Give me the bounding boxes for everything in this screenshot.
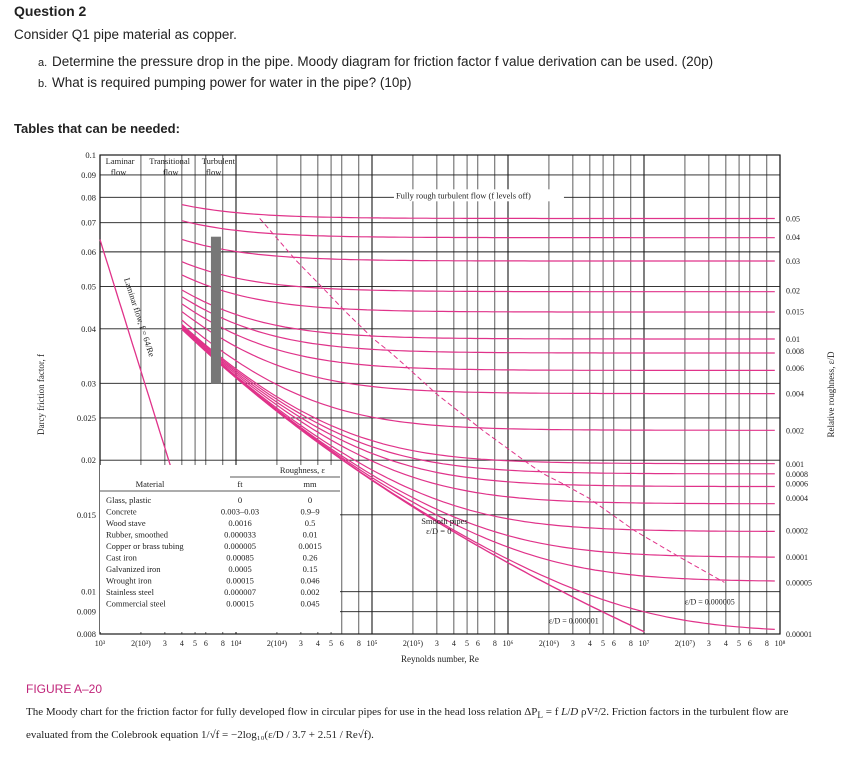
table-cell-ft: 0.000007 xyxy=(224,587,256,598)
table-cell-material: Concrete xyxy=(106,506,137,517)
y-axis-label: Darcy friction factor, f xyxy=(36,353,46,436)
roughness-label: 0.02 xyxy=(786,286,800,296)
x-tick-label: 4 xyxy=(315,639,320,648)
roughness-label: 0.001 xyxy=(786,460,804,470)
y-tick-label: 0.025 xyxy=(76,412,96,423)
table-cell-ft: 0.0016 xyxy=(228,518,252,529)
moody-chart xyxy=(0,140,861,680)
caption-part-3: evaluated from the Colebrook equation xyxy=(26,729,199,742)
table-cell-mm: 0.5 xyxy=(304,518,316,529)
right-axis-label: Relative roughness, ε/D xyxy=(826,351,836,438)
item-text: What is required pumping power for water in the pipe? (10p) xyxy=(52,75,412,90)
y-tick-label: 0.06 xyxy=(81,246,96,257)
y-tick-label: 0.03 xyxy=(81,378,96,389)
roughness-label: 0.0008 xyxy=(786,469,808,479)
x-tick-label: 6 xyxy=(611,639,616,648)
y-tick-label: 0.08 xyxy=(81,192,96,203)
caption-part-2: Friction factors in the turbulent flow are xyxy=(611,706,789,718)
fully-rough-label: Fully rough turbulent flow (f levels off) xyxy=(395,190,531,201)
question-item-b xyxy=(38,73,713,94)
table-cell-ft: 0.00085 xyxy=(226,552,254,563)
x-tick-label: 6 xyxy=(475,639,480,648)
x-tick-label: 2(10⁴) xyxy=(266,639,288,648)
colebrook-equation: 1/√f = −2log₁₀(ε/D / 3.7 + 2.51 / Re√f). xyxy=(201,729,374,742)
x-tick-label: 10⁴ xyxy=(230,639,242,648)
roughness-curve xyxy=(182,262,775,292)
roughness-label: 0.00001 xyxy=(786,630,812,639)
table-cell-mm: 0.0015 xyxy=(298,541,322,552)
table-cell-material: Galvanized iron xyxy=(106,564,161,575)
smooth-label-2: ε/D = 0 xyxy=(426,526,452,537)
y-tick-label: 0.02 xyxy=(81,455,96,466)
x-tick-label: 4 xyxy=(451,639,456,648)
table-cell-mm: 0.01 xyxy=(302,529,318,540)
roughness-label: 0.008 xyxy=(786,346,804,356)
smooth-label-1: Smooth pipes xyxy=(421,516,468,527)
table-cell-mm: 0.045 xyxy=(300,598,320,609)
roughness-label: 0.0006 xyxy=(786,479,808,489)
turbulent-label: Turbulent xyxy=(201,156,235,166)
roughness-curve xyxy=(182,320,775,430)
figure-label: FIGURE A–20 xyxy=(26,682,103,696)
x-tick-label: 3 xyxy=(162,639,167,648)
table-cell-ft: 0.003–0.03 xyxy=(220,506,260,517)
question-item-a xyxy=(38,52,713,73)
table-cell-material: Wood stave xyxy=(106,518,146,529)
inner-label-b: ε/D = 0.000001 xyxy=(548,616,599,626)
x-axis-label: Reynolds number, Re xyxy=(401,654,479,664)
roughness-label: 0.015 xyxy=(786,307,804,317)
table-col-ft: ft xyxy=(237,479,243,490)
roughness-curve xyxy=(182,290,775,339)
turbulent-flow-label: flow xyxy=(205,167,222,177)
transitional-flow-label: flow xyxy=(162,167,179,177)
table-cell-mm: 0.002 xyxy=(300,587,320,598)
roughness-label: 0.00005 xyxy=(786,578,812,588)
table-cell-ft: 0.00015 xyxy=(226,598,254,609)
y-tick-label: 0.04 xyxy=(81,323,96,334)
table-cell-ft: 0.000005 xyxy=(224,541,256,552)
x-tick-label: 3 xyxy=(706,639,711,648)
x-tick-label: 8 xyxy=(220,639,225,648)
roughness-label: 0.05 xyxy=(786,214,800,224)
x-tick-label: 3 xyxy=(298,639,303,648)
y-tick-label: 0.009 xyxy=(76,606,96,617)
table-cell-ft: 0.00015 xyxy=(226,575,254,586)
x-tick-label: 10⁵ xyxy=(366,639,378,648)
table-cell-material: Commercial steel xyxy=(106,598,166,609)
x-tick-label: 6 xyxy=(203,639,208,648)
x-tick-label: 3 xyxy=(570,639,575,648)
x-tick-label: 10⁸ xyxy=(774,639,786,648)
laminar-flow-label: flow xyxy=(110,167,127,177)
table-cell-material: Glass, plastic xyxy=(106,495,152,506)
caption-line-2 xyxy=(26,725,846,745)
x-tick-label: 8 xyxy=(356,639,361,648)
item-text: Determine the pressure drop in the pipe. Moody diagram for friction factor f value derivation can be used. (20p) xyxy=(52,54,714,69)
figure-caption xyxy=(26,702,846,745)
table-col-material: Material xyxy=(135,479,165,490)
roughness-curve xyxy=(182,239,775,261)
table-cell-ft: 0.000033 xyxy=(224,529,256,540)
x-tick-label: 10³ xyxy=(94,639,106,648)
x-tick-label: 6 xyxy=(339,639,344,648)
laminar-label: Laminar xyxy=(105,156,135,166)
table-cell-material: Copper or brass tubing xyxy=(106,541,184,552)
roughness-curve xyxy=(182,275,775,312)
table-col-mm: mm xyxy=(303,479,317,490)
item-marker: b. xyxy=(38,78,48,90)
tables-label: Tables that can be needed: xyxy=(14,121,180,136)
x-tick-label: 5 xyxy=(193,639,198,648)
y-tick-label: 0.008 xyxy=(76,629,96,639)
x-tick-label: 5 xyxy=(329,639,334,648)
x-tick-label: 10⁶ xyxy=(502,639,514,648)
table-cell-ft: 0 xyxy=(237,495,243,506)
question-title: Question 2 xyxy=(14,3,87,19)
transitional-label: Transitional xyxy=(149,156,190,166)
x-tick-label: 2(10⁶) xyxy=(538,639,560,648)
x-tick-label: 4 xyxy=(587,639,592,648)
question-list xyxy=(38,52,713,94)
roughness-label: 0.0004 xyxy=(786,493,808,503)
y-tick-label: 0.05 xyxy=(81,281,96,292)
roughness-label: 0.0002 xyxy=(786,526,808,536)
question-intro: Consider Q1 pipe material as copper. xyxy=(14,27,237,42)
x-tick-label: 8 xyxy=(492,639,497,648)
roughness-label: 0.004 xyxy=(786,389,804,399)
roughness-curve xyxy=(182,221,775,238)
table-cell-mm: 0.9–9 xyxy=(300,506,320,517)
roughness-curve xyxy=(182,304,775,371)
table-group-header: Roughness, ε xyxy=(279,465,325,476)
item-marker: a. xyxy=(38,57,48,69)
x-tick-label: 4 xyxy=(723,639,728,648)
roughness-curve xyxy=(182,297,775,353)
caption-line-1: The Moody chart for the friction factor for fully developed flow in circular pipes for use in the head loss relation $\Delta P_L = f$ L/D ρV²/2. Friction factors in the turbulent flow are xyxy=(26,706,789,721)
x-tick-label: 3 xyxy=(434,639,439,648)
caption-part-1: The Moody chart for the friction factor for fully developed flow in circular pipes for use in the head loss relation ΔP xyxy=(26,706,538,718)
roughness-label: 0.01 xyxy=(786,335,800,345)
y-tick-label: 0.1 xyxy=(85,150,96,160)
x-tick-label: 6 xyxy=(747,639,752,648)
table-cell-ft: 0.0005 xyxy=(228,564,252,575)
roughness-label: 0.03 xyxy=(786,256,800,266)
x-tick-label: 5 xyxy=(737,639,742,648)
table-cell-material: Rubber, smoothed xyxy=(106,529,168,540)
transitional-band xyxy=(211,237,221,384)
roughness-label: 0.04 xyxy=(786,232,800,242)
x-tick-label: 2(10⁵) xyxy=(402,639,424,648)
roughness-label: 0.002 xyxy=(786,426,804,436)
y-tick-label: 0.015 xyxy=(76,509,96,520)
inner-label-a: ε/D = 0.000005 xyxy=(684,597,735,607)
table-cell-material: Wrought iron xyxy=(106,575,152,586)
roughness-label: 0.0001 xyxy=(786,553,808,563)
roughness-label: 0.006 xyxy=(786,364,804,374)
x-tick-label: 5 xyxy=(601,639,606,648)
table-cell-material: Stainless steel xyxy=(106,587,154,598)
x-tick-label: 2(10³) xyxy=(131,639,151,648)
table-cell-mm: 0 xyxy=(307,495,313,506)
x-tick-label: 4 xyxy=(179,639,184,648)
table-cell-mm: 0.046 xyxy=(300,575,320,586)
laminar-line-label: Laminar flow, f = 64/Re xyxy=(122,276,158,358)
y-tick-label: 0.09 xyxy=(81,169,96,180)
x-tick-label: 2(10⁷) xyxy=(674,639,696,648)
table-cell-mm: 0.26 xyxy=(302,552,318,563)
y-tick-label: 0.07 xyxy=(81,217,96,228)
x-tick-label: 8 xyxy=(628,639,633,648)
x-tick-label: 10⁷ xyxy=(638,639,650,648)
table-cell-mm: 0.15 xyxy=(302,564,318,575)
y-tick-label: 0.01 xyxy=(81,586,96,597)
table-cell-material: Cast iron xyxy=(106,552,137,563)
x-tick-label: 5 xyxy=(465,639,470,648)
x-tick-label: 8 xyxy=(764,639,769,648)
roughness-curve xyxy=(182,205,775,219)
